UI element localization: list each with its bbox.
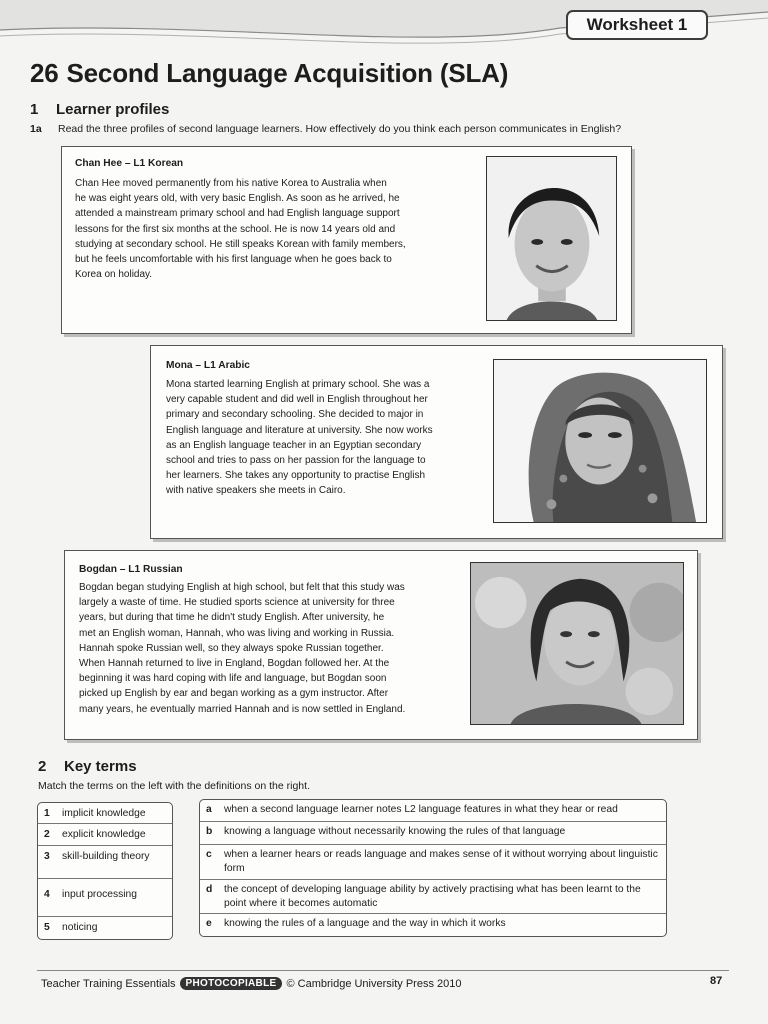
definition-row: e knowing the rules of a language and the way in which it works [206, 918, 506, 929]
section-2-heading: 2 Key terms [38, 758, 137, 775]
profile-card-chan-hee [61, 146, 632, 334]
unit-number: 26 [30, 58, 59, 88]
section-1a-instruction: 1a Read the three profiles of second language learners. How effectively do you think each person communicates in English? [30, 123, 622, 135]
photocopiable-badge: PHOTOCOPIABLE [180, 977, 283, 990]
worksheet-tab: Worksheet 1 [566, 10, 708, 40]
profile-text: Bogdan began studying English at high school, but felt that this study was largely a waste of time. He studied sports science at university for three years, but during that time he didn't study English. After university, he met an English woman, Hannah, who was living and working in Russia. Hannah spoke Russian well, so they always spoke Russian together. When Hannah returned to live in England, Bogdan followed her. At the beginning it was hard coping with life and language, but Bogdan soon picked up English by ear and began working as a gym instructor. After many years, he eventually married Hannah and is now settled in England. [79, 582, 406, 715]
footer-series: Teacher Training Essentials [41, 977, 176, 990]
profile-text: Chan Hee moved permanently from his native Korea to Australia when he was eight years old, with very basic English. As soon as he arrived, he attended a mainstream primary school and had English language support lessons for the first six months at the school. He is now 14 years old and studying at secondary school. He still speaks Korean with family members, but he feels uncomfortable with his first language when he goes back to Korea on holiday. [75, 178, 406, 281]
term-row: 1 implicit knowledge [38, 803, 172, 824]
definition-row: c when a learner hears or reads language and makes sense of it without worrying about linguistic form [200, 845, 666, 880]
profile-name: Bogdan – L1 Russian [79, 564, 183, 575]
profile-card-bogdan [64, 550, 698, 740]
profile-card-mona [150, 345, 723, 539]
page-number: 87 [710, 975, 723, 987]
definition-row: a when a second language learner notes L2 language features in what they hear or read [200, 800, 666, 822]
footer [41, 977, 461, 990]
profile-name: Mona – L1 Arabic [166, 360, 250, 371]
term-row: 5 noticing [44, 922, 98, 933]
term-row: 3 skill-building theory [38, 846, 172, 879]
term-row: 2 explicit knowledge [38, 824, 172, 846]
profile-name: Chan Hee – L1 Korean [75, 158, 184, 169]
section-2-instruction: Match the terms on the left with the definitions on the right. [38, 780, 310, 792]
profile-text: Mona started learning English at primary school. She was a very capable student and did well in English throughout her primary and secondary schooling. She decided to major in English language and literature at university. She now works as an English language teacher in an Egyptian secondary school and tries to pass on her passion for the language to her learners. She takes any opportunity to practise English with native speakers she meets in Cairo. [166, 379, 433, 497]
photo-bogdan [470, 562, 684, 725]
definitions-list [199, 799, 667, 937]
term-row: 4 input processing [38, 879, 172, 917]
section-1-heading: 1 Learner profiles [30, 101, 170, 118]
definition-row: d the concept of developing language ability by actively practising what has been learnt to the point where it becomes automatic [200, 880, 666, 914]
definition-row: b knowing a language without necessarily knowing the rules of that language [200, 822, 666, 845]
footer-copyright: © Cambridge University Press 2010 [286, 977, 462, 990]
photo-chan-hee [486, 156, 617, 321]
page-title [30, 58, 508, 89]
terms-list [37, 802, 173, 940]
unit-title: Second Language Acquisition (SLA) [66, 58, 509, 88]
photo-mona [493, 359, 707, 523]
footer-divider [37, 970, 729, 971]
